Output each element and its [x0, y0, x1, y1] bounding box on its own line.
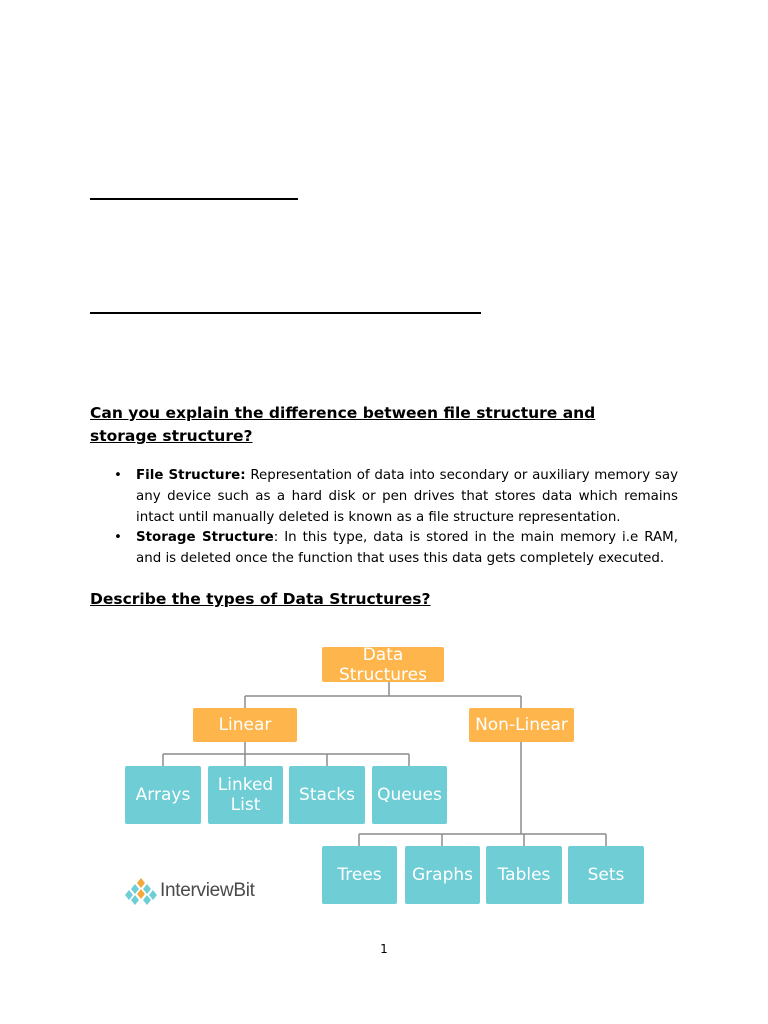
interviewbit-logo-icon — [124, 876, 158, 906]
question-heading-file-vs-storage: Can you explain the difference between file structure and storage structure? — [90, 404, 596, 445]
node-tables: Tables — [486, 846, 562, 904]
node-stacks: Stacks — [289, 766, 365, 824]
node-data-structures: Data Structures — [322, 647, 444, 682]
blank-underline-1 — [90, 198, 298, 200]
logo-text: InterviewBit — [160, 880, 255, 901]
node-graphs: Graphs — [405, 846, 480, 904]
definition-storage-structure: : In this type, data is stored in the main memory i.e RAM, and is deleted once the function that uses this data gets completely executed. — [136, 530, 678, 567]
node-arrays: Arrays — [125, 766, 201, 824]
node-queues: Queues — [372, 766, 447, 824]
blank-underline-2 — [90, 312, 481, 314]
bullet-icon: • — [114, 468, 122, 483]
list-item-storage-structure — [114, 528, 678, 570]
node-linear: Linear — [193, 708, 297, 742]
node-linked-list: Linked List — [208, 766, 283, 824]
bullet-list — [114, 466, 678, 570]
page-number: 1 — [380, 942, 388, 956]
question-heading-types: Describe the types of Data Structures? — [90, 590, 431, 608]
node-non-linear: Non-Linear — [469, 708, 574, 742]
node-trees: Trees — [322, 846, 397, 904]
interviewbit-logo — [124, 876, 255, 906]
term-storage-structure: Storage Structure — [136, 530, 274, 546]
definition-file-structure: Representation of data into secondary or auxiliary memory say any device such as a hard disk or pen drives that stores data which remains intact until manually deleted is known as a file structure representation. — [136, 468, 678, 525]
term-file-structure: File Structure: — [136, 468, 246, 483]
data-structures-diagram — [120, 630, 660, 920]
bullet-icon: • — [114, 530, 122, 546]
list-item-file-structure — [114, 466, 678, 528]
node-sets: Sets — [568, 846, 644, 904]
